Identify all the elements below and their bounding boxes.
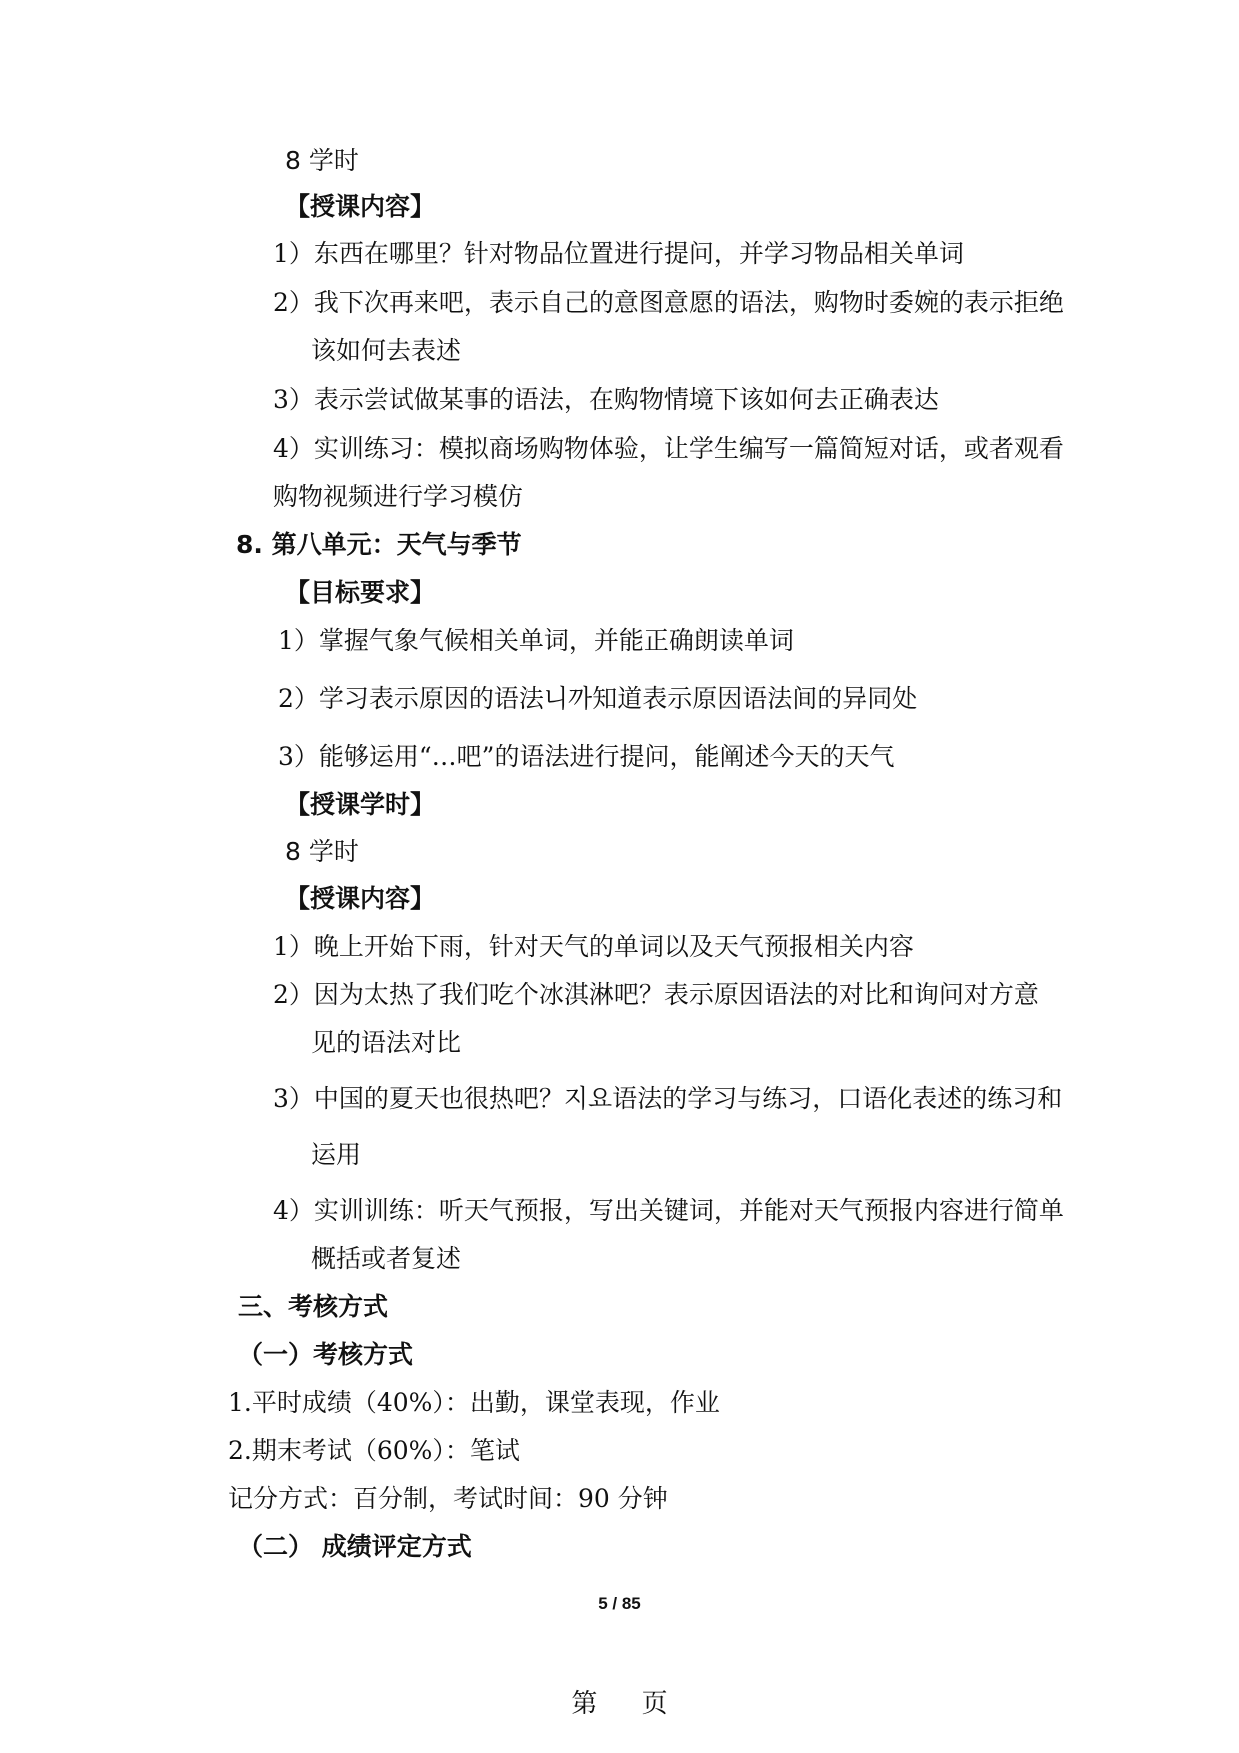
footer-left: 第 bbox=[571, 1689, 598, 1719]
assessment-line: 记分方式：百分制，考试时间：90 分钟 bbox=[228, 1484, 668, 1513]
list-item: 2）我下次再来吧，表示自己的意图意愿的语法，购物时委婉的表示拒绝 bbox=[273, 288, 1064, 317]
assessment-line: 1.平时成绩（40%）：出勤，课堂表现，作业 bbox=[228, 1388, 720, 1417]
list-item-continuation: 运用 bbox=[311, 1140, 362, 1169]
assessment-line: 2.期末考试（60%）：笔试 bbox=[228, 1436, 520, 1465]
section-heading: 【授课学时】 bbox=[285, 790, 436, 819]
section-heading: 【授课内容】 bbox=[285, 192, 436, 221]
list-item: 3）能够运用“…吧”的语法进行提问，能阐述今天的天气 bbox=[278, 742, 895, 771]
list-item: 4）实训训练：听天气预报，写出关键词，并能对天气预报内容进行简单 bbox=[273, 1196, 1064, 1225]
list-item: 1）东西在哪里？针对物品位置进行提问，并学习物品相关单词 bbox=[273, 239, 964, 268]
list-item: 2）因为太热了我们吃个冰淇淋吧？表示原因语法的对比和询问对方意 bbox=[273, 980, 1039, 1009]
page-number: 5 / 85 bbox=[598, 1594, 641, 1613]
list-item-continuation: 见的语法对比 bbox=[311, 1028, 462, 1057]
list-item: 3）中国的夏天也很热吧？지요语法的学习与练习，口语化表述的练习和 bbox=[273, 1084, 1063, 1113]
list-item: 1）掌握气象气候相关单词，并能正确朗读单词 bbox=[278, 626, 794, 655]
footer-right: 页 bbox=[641, 1689, 668, 1719]
list-item: 4）实训练习：模拟商场购物体验，让学生编写一篇简短对话，或者观看 bbox=[273, 434, 1064, 463]
list-item: 1）晚上开始下雨，针对天气的单词以及天气预报相关内容 bbox=[273, 932, 914, 961]
list-item-continuation: 概括或者复述 bbox=[311, 1244, 462, 1273]
section-heading: 【授课内容】 bbox=[285, 884, 436, 913]
hours-line: 8 学时 bbox=[285, 146, 359, 175]
unit-title: 8. 第八单元：天气与季节 bbox=[236, 530, 522, 559]
list-item: 3）表示尝试做某事的语法，在购物情境下该如何去正确表达 bbox=[273, 385, 939, 414]
subsection-title: （一）考核方式 bbox=[238, 1340, 414, 1369]
list-item-continuation: 购物视频进行学习模仿 bbox=[273, 482, 524, 511]
list-item: 2）学习表示原因的语法니까知道表示原因语法间的异同处 bbox=[278, 684, 918, 713]
section-title: 三、考核方式 bbox=[238, 1292, 389, 1321]
subsection-title: （二） 成绩评定方式 bbox=[238, 1532, 472, 1561]
page-footer bbox=[0, 1683, 1239, 1720]
hours-line: 8 学时 bbox=[285, 837, 359, 866]
list-item-continuation: 该如何去表述 bbox=[311, 336, 462, 365]
section-heading: 【目标要求】 bbox=[285, 578, 436, 607]
